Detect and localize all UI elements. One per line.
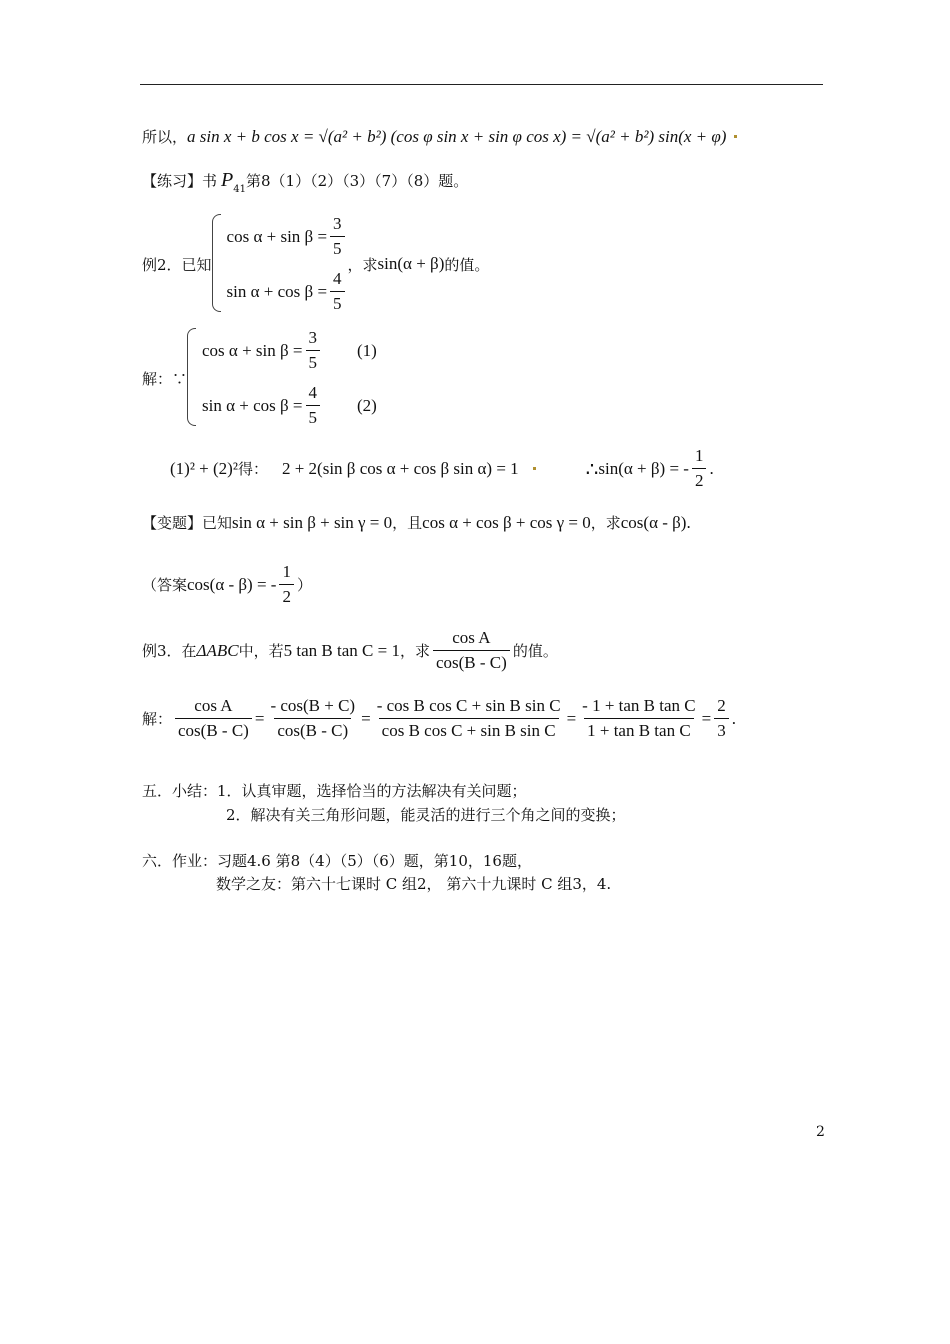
answer-close: ）: [296, 576, 312, 594]
equation-2: sin α + cos β =: [226, 281, 328, 301]
fraction-denominator: 5: [306, 350, 321, 373]
fraction-numerator: 3: [308, 328, 317, 347]
target-expression: sin(α + β): [377, 254, 445, 273]
variant-problem: 【变题】 已知 sin α + sin β + sin γ = 0 ，且 cos α + cos β + cos γ = 0 ，求 cos(α - β) .: [142, 512, 691, 532]
fraction-denominator: cos(B - C): [274, 718, 351, 741]
fraction-denominator: 1 + tan B tan C: [584, 718, 694, 741]
fraction-denominator: cos B cos C + sin B sin C: [379, 718, 559, 741]
fraction-denominator: 5: [306, 405, 321, 428]
find-text: ，求: [399, 642, 430, 660]
find-text: ，求: [590, 514, 621, 532]
squares-sum: (1)² + (2)²: [170, 458, 238, 478]
fraction-numerator: 2: [717, 696, 726, 715]
answer-open: （答案: [142, 576, 188, 594]
variant-answer: [142, 562, 312, 607]
solution-2-step: (1)² + (2)² 得： 2 + 2(sin β cos α + cos β sin α) = 1 ∴ sin(α + β) = - $\frac{1}{2}$ .: [170, 446, 714, 490]
fraction-numerator: 3: [333, 214, 342, 233]
condition-text: 中，若: [238, 642, 284, 660]
fraction-numerator: - cos B cos C + sin B sin C: [376, 696, 561, 715]
left-brace: [187, 328, 196, 426]
header-rule: [140, 84, 823, 85]
and-text: ，且: [392, 514, 423, 532]
left-brace: [212, 214, 221, 312]
fraction-denominator: 2: [692, 468, 707, 491]
therefore-symbol: ∴: [585, 456, 599, 481]
practice-line: [142, 166, 468, 195]
solution-3: 解： $\frac{\text{cos A}}{\cos(B - C)}$ = $\frac{- \cos(B + C)}{\cos(B - C)}$ = $\frac{\text{- cos B cos C + sin B sin C}}{\text{cos B cos C + sin B sin C}}$ = $\frac{\text{- 1 + tan B tan C}}{\text{1 + tan B tan C}}$ = $\frac{2}{3}$ .: [142, 696, 736, 740]
fraction-numerator: 1: [694, 446, 704, 465]
example-3-label: 例3．在: [142, 642, 197, 660]
auxiliary-angle-formula: a sin x + b cos x = √(a² + b²) (cos φ sin x + sin φ cos x) = √(a² + b²) sin(x + φ): [187, 126, 727, 146]
example-2: [142, 214, 489, 314]
stray-mark: [734, 135, 737, 138]
so-label: 所以，: [142, 128, 188, 146]
fraction-numerator: cos A: [194, 696, 233, 715]
fraction-denominator: cos(B - C): [175, 718, 252, 741]
get-text: 得：: [237, 460, 268, 478]
book-page-number: 41: [233, 184, 246, 195]
fraction-numerator: 4: [308, 383, 317, 402]
equation-1: cos α + sin β =: [226, 226, 328, 246]
fraction-numerator: - cos(B + C): [270, 696, 356, 715]
homework-line-2: 数学之友：第六十七课时 C 组2， 第六十九课时 C 组3，4.: [216, 875, 612, 893]
answer-expression: cos(α - β) = -: [187, 574, 277, 594]
result-expression: sin(α + β) = -: [598, 458, 689, 478]
formula-line-1: [142, 126, 737, 147]
tangent-condition: 5 tan B tan C = 1: [283, 640, 400, 660]
fraction-numerator: 4: [333, 269, 342, 288]
variant-tag: 【变题】: [142, 514, 203, 532]
example-3: [142, 628, 558, 673]
solution-label: 解：: [142, 710, 173, 728]
book-page-symbol: P: [221, 169, 234, 191]
summary-line-1: 五．小结：1．认真审题，选择恰当的方法解决有关问题；: [142, 782, 527, 800]
practice-text: 书: [202, 172, 218, 190]
find-text: ，求: [347, 255, 378, 274]
fraction-denominator: cos(B - C): [433, 650, 510, 673]
given-text: 已知: [202, 514, 233, 532]
fraction-numerator: cos A: [452, 628, 491, 647]
fraction-denominator: 3: [714, 718, 729, 741]
equation-tag: (2): [357, 395, 377, 415]
page-number: 2: [816, 1124, 825, 1140]
value-text: 的值。: [444, 255, 490, 274]
sine-sum-condition: sin α + sin β + sin γ = 0: [232, 512, 393, 532]
target-expression: cos(α - β): [620, 512, 687, 532]
homework-line-1: 六．作业：习题4.6 第8（4）（5）（6）题，第10，16题，: [142, 852, 532, 870]
equation-2: sin α + cos β =: [202, 395, 303, 415]
fraction-denominator: 2: [279, 584, 294, 607]
example-2-label: 例2．已知: [142, 255, 212, 274]
solution-2: [142, 328, 377, 428]
value-text: 的值。: [512, 642, 558, 660]
solution-label: 解：∵: [142, 369, 188, 388]
cosine-sum-condition: cos α + cos β + cos γ = 0: [422, 512, 591, 532]
fraction-numerator: 1: [282, 562, 291, 581]
fraction-denominator: 5: [330, 236, 345, 259]
practice-problems: 第8（1）（2）（3）（7）（8）题。: [245, 172, 469, 190]
summary-line-2: 2．解决有关三角形问题，能灵活的进行三个角之间的变换；: [226, 806, 626, 824]
equation-1: cos α + sin β =: [202, 340, 303, 360]
triangle-symbol: ΔABC: [196, 640, 239, 660]
solution-2-system: [187, 328, 377, 428]
fraction-denominator: 5: [330, 291, 345, 314]
example-2-system: [212, 214, 348, 314]
practice-tag: 【练习】: [142, 172, 203, 190]
equation-tag: (1): [357, 340, 377, 360]
expanded-equation: 2 + 2(sin β cos α + cos β sin α) = 1: [281, 458, 519, 478]
fraction-numerator: - 1 + tan B tan C: [582, 696, 696, 715]
stray-mark: [533, 467, 536, 470]
